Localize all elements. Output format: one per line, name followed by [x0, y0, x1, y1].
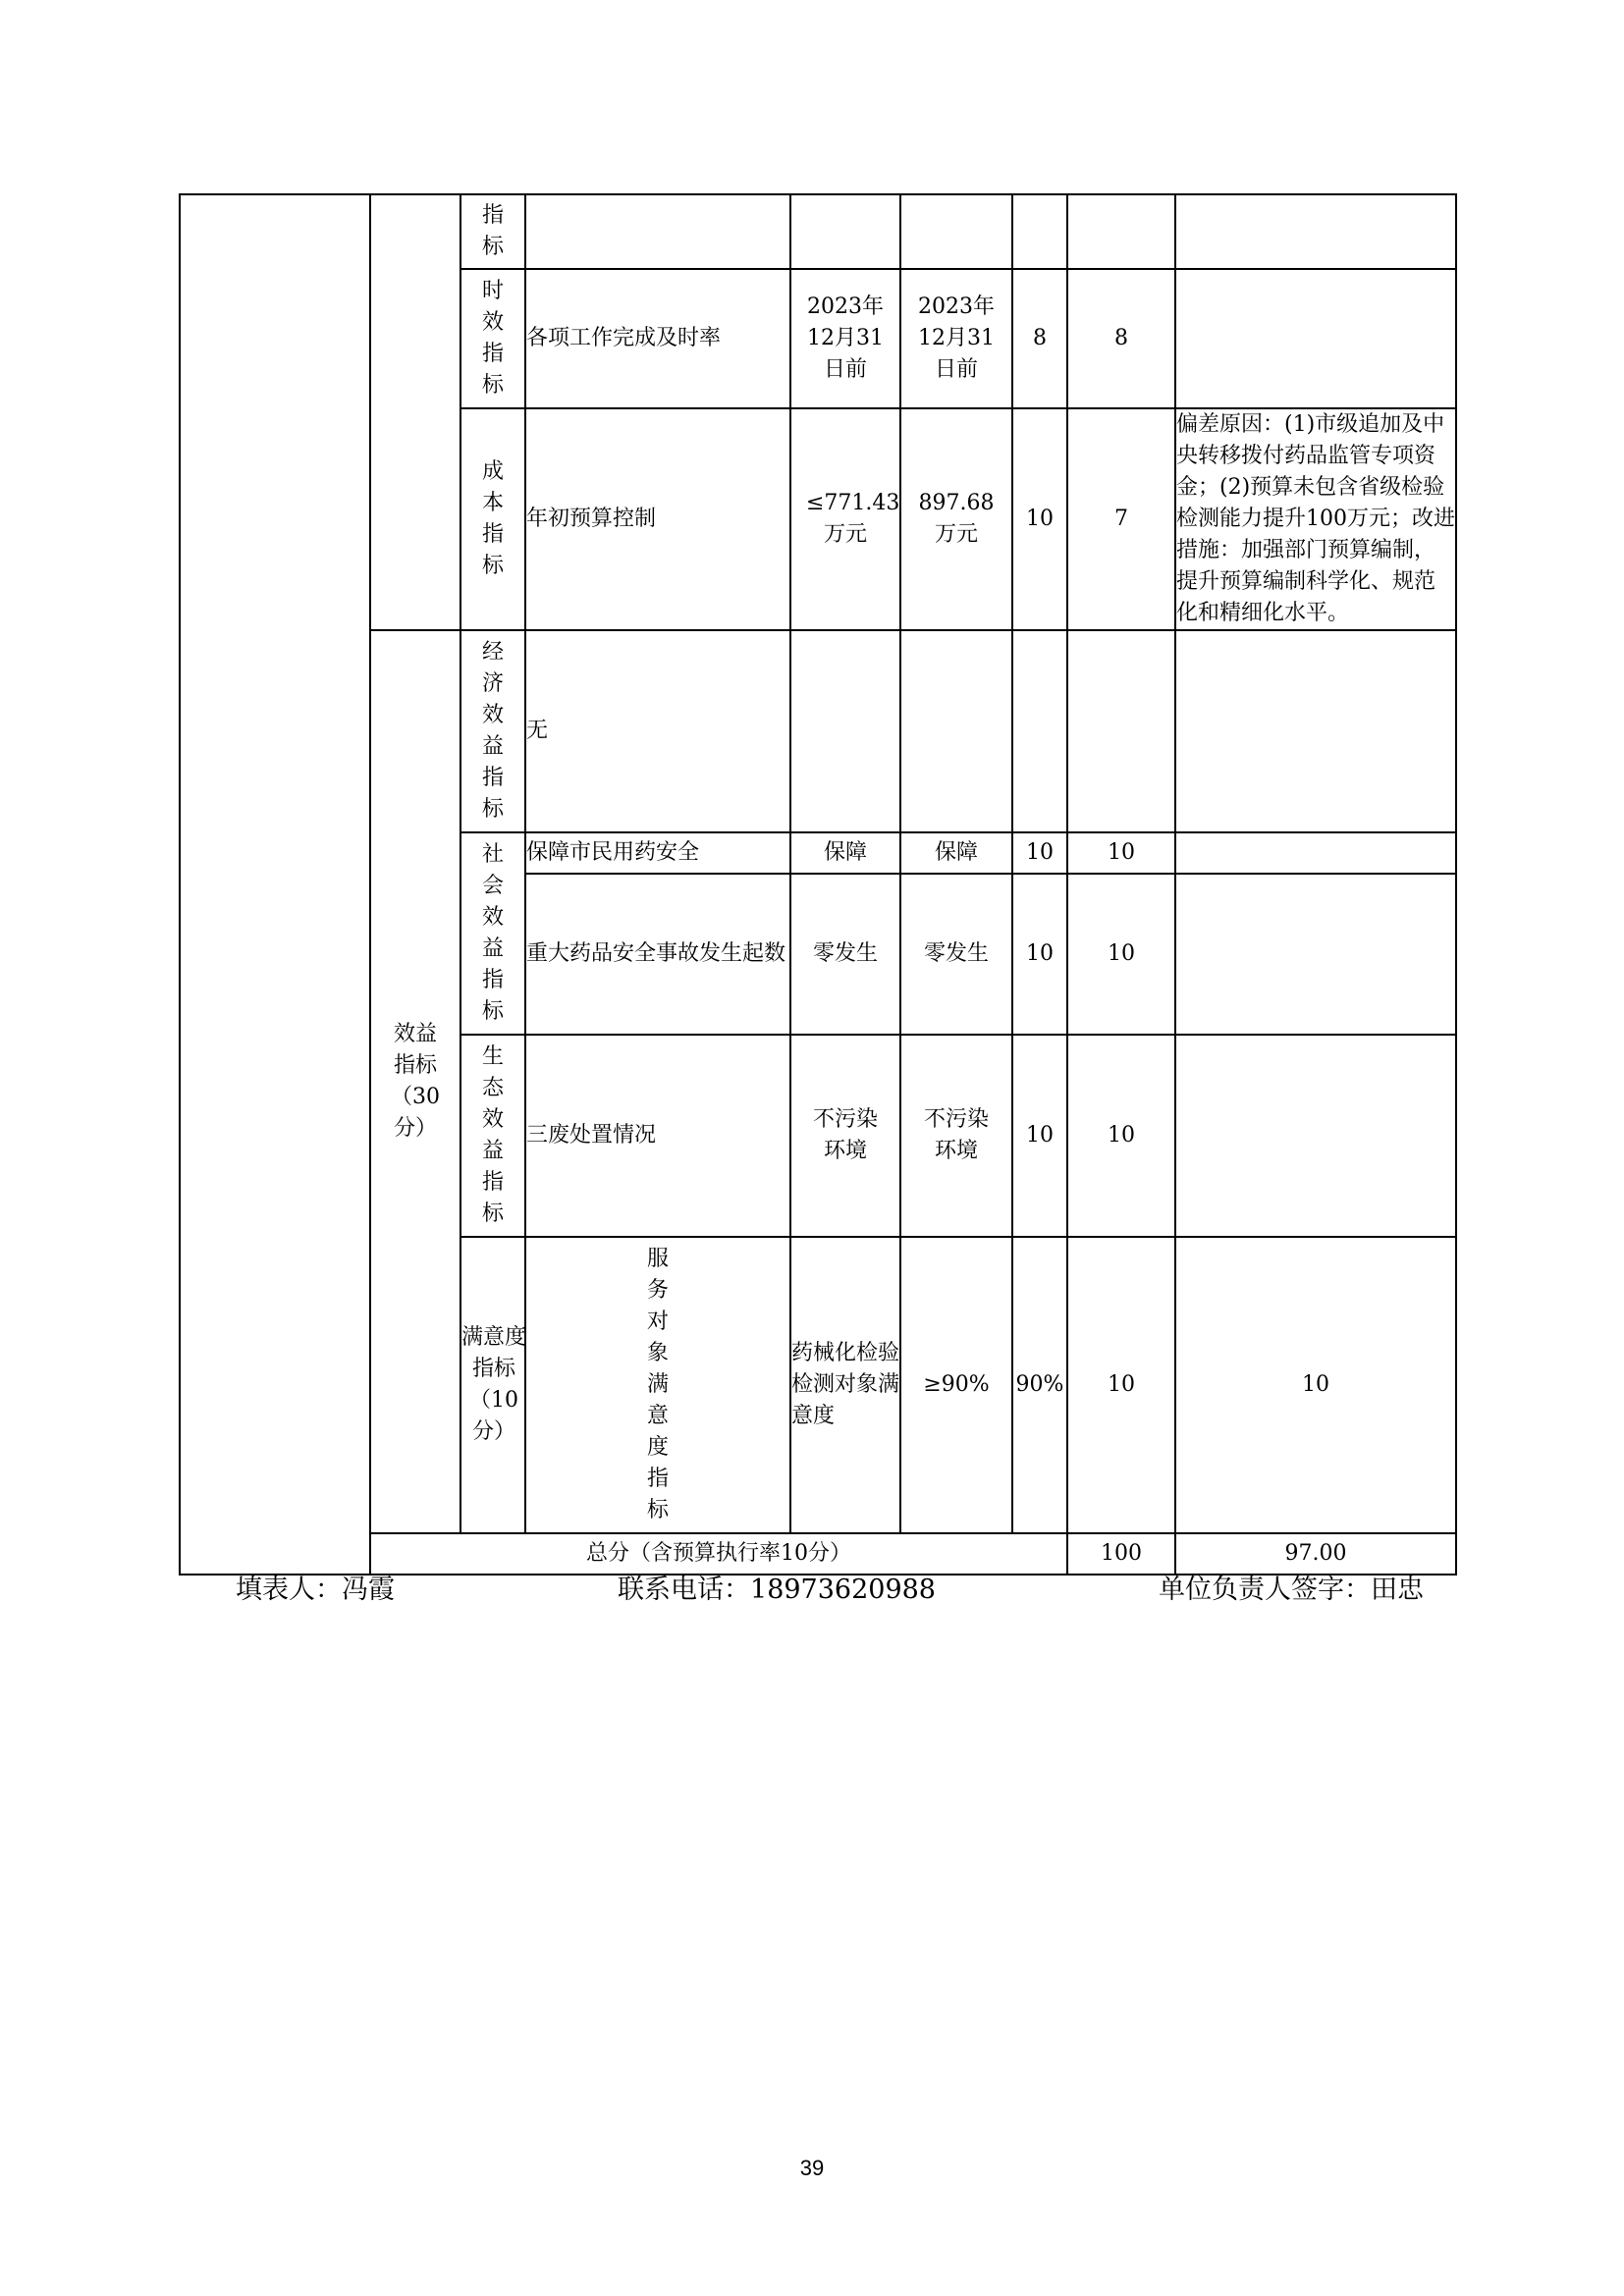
target-value: ≤771.43万元: [806, 491, 900, 547]
score-cell: 10: [1175, 1237, 1456, 1533]
subcategory-cell: [370, 194, 460, 630]
item-cell: 各项工作完成及时率: [525, 269, 790, 408]
score-cell: [1067, 630, 1175, 832]
index-label: 生态效益指标: [481, 1044, 504, 1226]
actual-cell: [900, 408, 1012, 630]
index-label: 经济效益指标: [481, 640, 504, 822]
subcategory-cell: [460, 1237, 525, 1533]
weight-cell: 10: [1012, 832, 1067, 874]
index-cell: [460, 408, 525, 630]
index-cell: [460, 194, 525, 269]
index-label: 服务对象满意度指标: [646, 1247, 669, 1522]
actual-cell: [900, 630, 1012, 832]
weight-cell: [1012, 630, 1067, 832]
index-label: 时效指标: [481, 279, 504, 398]
note-cell: [1175, 832, 1456, 874]
item-cell: [525, 194, 790, 269]
target-cell: [790, 194, 900, 269]
note-cell: [1175, 874, 1456, 1035]
note-cell: [1175, 269, 1456, 408]
target-value: 不污染环境: [812, 1107, 878, 1163]
target-value: 2023年12月31日前: [807, 294, 884, 382]
index-cell: [460, 832, 525, 1035]
total-weight: 100: [1067, 1533, 1175, 1575]
actual-value: 2023年12月31日前: [918, 294, 995, 382]
weight-cell: 10: [1012, 408, 1067, 630]
target-cell: [790, 1035, 900, 1237]
total-label: 总分（含预算执行率10分）: [370, 1533, 1067, 1575]
item-cell: 无: [525, 630, 790, 832]
contact-phone: 联系电话：18973620988: [618, 1575, 936, 1605]
note-cell: [1175, 630, 1456, 832]
category-cell: [180, 194, 370, 1575]
actual-cell: 保障: [900, 832, 1012, 874]
item-cell: 保障市民用药安全: [525, 832, 790, 874]
target-cell: ≥90%: [900, 1237, 1012, 1533]
total-score: 97.00: [1175, 1533, 1456, 1575]
benefit-group-label: 效益指标（30分）: [391, 1022, 440, 1141]
subcategory-cell: [370, 630, 460, 1533]
index-label: 指标: [481, 203, 504, 259]
score-cell: 8: [1067, 269, 1175, 408]
satisfaction-group-label: 满意度指标（10分）: [461, 1325, 527, 1444]
weight-cell: 10: [1012, 874, 1067, 1035]
page-number: 39: [799, 2156, 825, 2180]
target-cell: [790, 630, 900, 832]
table-row: [180, 630, 1456, 832]
item-cell: 药械化检验检测对象满意度: [790, 1237, 900, 1533]
actual-cell: 90%: [1012, 1237, 1067, 1533]
actual-cell: [900, 1035, 1012, 1237]
score-cell: 10: [1067, 1035, 1175, 1237]
item-cell: 年初预算控制: [525, 408, 790, 630]
weight-cell: [1012, 194, 1067, 269]
index-cell: [525, 1237, 790, 1533]
score-cell: 10: [1067, 832, 1175, 874]
item-cell: 三废处置情况: [525, 1035, 790, 1237]
target-cell: 保障: [790, 832, 900, 874]
index-label: 社会效益指标: [481, 842, 504, 1024]
actual-cell: 零发生: [900, 874, 1012, 1035]
index-cell: [460, 269, 525, 408]
actual-value: 不污染环境: [923, 1107, 989, 1163]
weight-cell: 10: [1012, 1035, 1067, 1237]
table-row: [180, 194, 1456, 269]
score-cell: [1067, 194, 1175, 269]
item-cell: 重大药品安全事故发生起数: [525, 874, 790, 1035]
index-label: 成本指标: [481, 459, 504, 578]
index-cell: [460, 630, 525, 832]
weight-cell: 10: [1067, 1237, 1175, 1533]
weight-cell: 8: [1012, 269, 1067, 408]
note-cell: [1175, 194, 1456, 269]
index-cell: [460, 1035, 525, 1237]
actual-cell: [900, 269, 1012, 408]
target-cell: 零发生: [790, 874, 900, 1035]
performance-table: [179, 193, 1457, 1575]
score-cell: 7: [1067, 408, 1175, 630]
deviation-note: 偏差原因：(1)市级追加及中央转移拨付药品监管专项资金；(2)预算未包含省级检验检测能力提升100万元；改进措施：加强部门预算编制，提升预算编制科学化、规范化和精细化水平。: [1175, 408, 1456, 630]
filler-name: 填表人：冯霞: [236, 1575, 395, 1605]
note-cell: [1175, 1035, 1456, 1237]
target-cell: [790, 408, 900, 630]
signer-name: 单位负责人签字：田忠: [1159, 1575, 1424, 1605]
form-footer: [236, 1568, 1424, 1611]
actual-cell: [900, 194, 1012, 269]
target-cell: [790, 269, 900, 408]
actual-value: 897.68万元: [918, 491, 995, 547]
score-cell: 10: [1067, 874, 1175, 1035]
